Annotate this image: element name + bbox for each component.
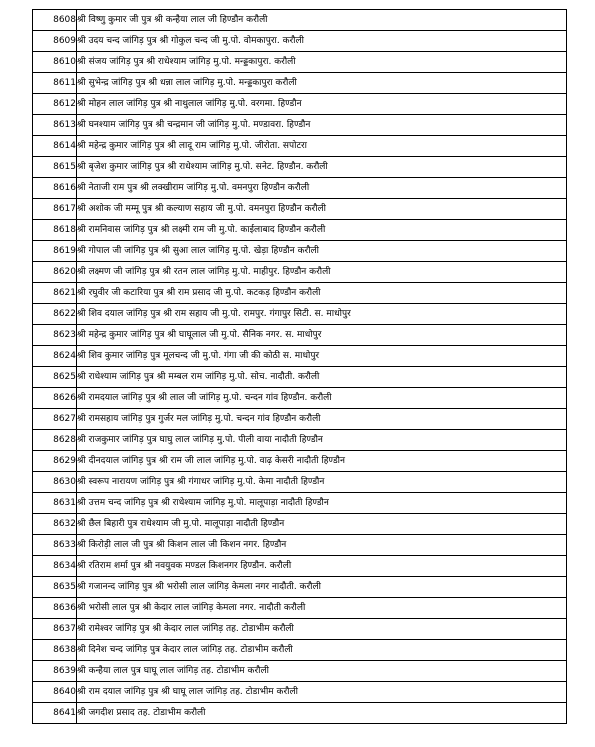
serial-number: 8616 [33,178,77,199]
serial-number: 8618 [33,220,77,241]
serial-number: 8635 [33,577,77,598]
member-entry: श्री घनश्याम जांगिड़ पुत्र श्री चन्द्रमान जी जांगिड़ मु.पो. मण्डावरा. हिण्डौन [77,115,567,136]
serial-number: 8636 [33,598,77,619]
table-row [33,388,567,409]
serial-number: 8620 [33,262,77,283]
table-row [33,10,567,31]
member-entry: श्री राधेश्याम जांगिड़ पुत्र श्री मम्बल राम जांगिड़ मु.पो. सोच. नादौती. करौली [77,367,567,388]
table-row [33,283,567,304]
member-entry: श्री गजानन्द जांगिड़ पुत्र श्री भरोसी लाल जांगिड़ केमला नगर नादौती. करौली [77,577,567,598]
table-row [33,220,567,241]
member-entry: श्री महेन्द्र कुमार जांगिड़ पुत्र श्री घाघूलाल जी मु.पो. सैनिक नगर. स. माधोपुर [77,325,567,346]
member-entry: श्री लक्ष्मण जी जांगिड़ पुत्र श्री रतन लाल जांगिड़ मु.पो. माहीपुर. हिण्डौन करौली [77,262,567,283]
member-entry: श्री रामदयाल जांगिड़ पुत्र श्री लाल जी जांगिड़ मु.पो. चन्दन गांव हिण्डौन. करौली [77,388,567,409]
table-row [33,556,567,577]
member-list-table [32,9,567,724]
serial-number: 8629 [33,451,77,472]
serial-number: 8637 [33,619,77,640]
serial-number: 8611 [33,73,77,94]
serial-number: 8638 [33,640,77,661]
serial-number: 8639 [33,661,77,682]
serial-number: 8634 [33,556,77,577]
member-entry: श्री रतिराम शर्मा पुत्र श्री नवयुवक मण्डल किशनगर हिण्डौन. करौली [77,556,567,577]
member-entry: श्री रामेश्वर जांगिड़ पुत्र श्री केदार लाल जांगिड़ तह. टोडाभीम करौली [77,619,567,640]
member-entry: श्री उत्तम चन्द जांगिड़ पुत्र श्री राधेश्याम जांगिड़ मु.पो. मालूपाड़ा नादौती हिण्डौन [77,493,567,514]
serial-number: 8621 [33,283,77,304]
serial-number: 8633 [33,535,77,556]
table-row [33,325,567,346]
table-row [33,262,567,283]
member-entry: श्री दीनदयाल जांगिड़ पुत्र श्री राम जी लाल जांगिड़ मु.पो. वाढ़ केसरी नादौती हिण्डौन [77,451,567,472]
member-entry: श्री राम दयाल जांगिड़ पुत्र श्री घाघू लाल जांगिड़ तह. टोडाभीम करौली [77,682,567,703]
table-row [33,73,567,94]
serial-number: 8632 [33,514,77,535]
serial-number: 8631 [33,493,77,514]
table-row [33,304,567,325]
member-entry: श्री भरोसी लाल पुत्र श्री केदार लाल जांगिड़ केमला नगर. नादौती करौली [77,598,567,619]
serial-number: 8628 [33,430,77,451]
table-row [33,640,567,661]
member-list-body [33,10,567,724]
table-row [33,409,567,430]
table-row [33,682,567,703]
member-entry: श्री राजकुमार जांगिड़ पुत्र घाघु लाल जांगिड़ मु.पो. पीली वाया नादौती हिण्डौन [77,430,567,451]
table-row [33,451,567,472]
table-row [33,514,567,535]
table-row [33,136,567,157]
table-row [33,493,567,514]
serial-number: 8617 [33,199,77,220]
serial-number: 8608 [33,10,77,31]
member-entry: श्री अशोक जी मम्मू पुत्र श्री कल्याण सहाय जी मु.पो. वमनपुरा हिण्डौन करौली [77,199,567,220]
member-entry: श्री सुभेन्द्र जांगिड़ पुत्र श्री धन्ना लाल जांगिड़ मु.पो. मन्ड्डकापुरा करौली [77,73,567,94]
serial-number: 8612 [33,94,77,115]
member-entry: श्री स्वरूप नारायण जांगिड़ पुत्र श्री गंगाधर जांगिड़ मु.पो. केमा नादौती हिण्डौन [77,472,567,493]
serial-number: 8623 [33,325,77,346]
table-row [33,535,567,556]
table-row [33,31,567,52]
member-entry: श्री शिव दयाल जांगिड़ पुत्र श्री राम सहाय जी मु.पो. रामपुर. गंगापुर सिटी. स. माधोपुर [77,304,567,325]
serial-number: 8609 [33,31,77,52]
table-row [33,94,567,115]
table-row [33,157,567,178]
member-entry: श्री रामसहाय जांगिड़ पुत्र गुर्जर मल जांगिड़ मु.पो. चन्दन गांव हिण्डौन करौली [77,409,567,430]
member-entry: श्री संजय जांगिड़ पुत्र श्री राधेश्याम जांगिड़ मु.पो. मन्ड्डकापुरा. करौली [77,52,567,73]
serial-number: 8610 [33,52,77,73]
serial-number: 8626 [33,388,77,409]
serial-number: 8615 [33,157,77,178]
member-entry: श्री उदय चन्द जांगिड़ पुत्र श्री गोकुल चन्द जी मु.पो. वोमकापुरा. करौली [77,31,567,52]
table-row [33,346,567,367]
table-row [33,367,567,388]
table-row [33,430,567,451]
member-entry: श्री मोहन लाल जांगिड़ पुत्र श्री नाथुलाल जांगिड़ मु.पो. वरगमा. हिण्डौन [77,94,567,115]
serial-number: 8640 [33,682,77,703]
table-row [33,241,567,262]
member-entry: श्री रामनिवास जांगिड़ पुत्र श्री लक्ष्मी राम जी मु.पो. काईलाबाद हिण्डौन करौली [77,220,567,241]
serial-number: 8619 [33,241,77,262]
member-entry: श्री शिव कुमार जांगिड़ पुत्र मूलचन्द जी मु.पो. गंगा जी की कोठी स. माधोपुर [77,346,567,367]
table-row [33,703,567,724]
member-entry: श्री कन्हैया लाल पुत्र घाघू लाल जांगिड़ तह. टोडाभीम करौली [77,661,567,682]
table-row [33,52,567,73]
member-entry: श्री बृजेश कुमार जांगिड़ पुत्र श्री राधेश्याम जांगिड़ मु.पो. सनेट. हिण्डौन. करौली [77,157,567,178]
table-row [33,472,567,493]
serial-number: 8630 [33,472,77,493]
member-entry: श्री महेन्द्र कुमार जांगिड़ पुत्र श्री लादू राम जांगिड़ मु.पो. जीरोता. सपोटरा [77,136,567,157]
member-entry: श्री जगदीश प्रसाद तह. टोडाभीम करौली [77,703,567,724]
table-row [33,577,567,598]
table-row [33,661,567,682]
member-entry: श्री नेताजी राम पुत्र श्री लक्खीराम जांगिड़ मु.पो. वमनपुरा हिण्डौन करौली [77,178,567,199]
serial-number: 8622 [33,304,77,325]
serial-number: 8625 [33,367,77,388]
member-entry: श्री रघुवीर जी कटारिया पुत्र श्री राम प्रसाद जी मु.पो. कटकड़ हिण्डौन करौली [77,283,567,304]
serial-number: 8627 [33,409,77,430]
member-entry: श्री छैल बिहारी पुत्र राधेश्याम जी मु.पो. मालूपाड़ा नादौती हिण्डौन [77,514,567,535]
serial-number: 8613 [33,115,77,136]
member-entry: श्री गोपाल जी जांगिड़ पुत्र श्री सुआ लाल जांगिड़ मु.पो. खेड़ा हिण्डौन करौली [77,241,567,262]
serial-number: 8614 [33,136,77,157]
member-entry: श्री किरोड़ी लाल जी पुत्र श्री किशन लाल जी किशन नगर. हिण्डौन [77,535,567,556]
table-row [33,619,567,640]
table-row [33,178,567,199]
serial-number: 8624 [33,346,77,367]
serial-number: 8641 [33,703,77,724]
table-row [33,199,567,220]
table-row [33,598,567,619]
member-entry: श्री विष्णु कुमार जी पुत्र श्री कन्हैया लाल जी हिण्डौन करौली [77,10,567,31]
member-entry: श्री दिनेश चन्द जांगिड़ पुत्र केदार लाल जांगिड़ तह. टोडाभीम करौली [77,640,567,661]
table-row [33,115,567,136]
